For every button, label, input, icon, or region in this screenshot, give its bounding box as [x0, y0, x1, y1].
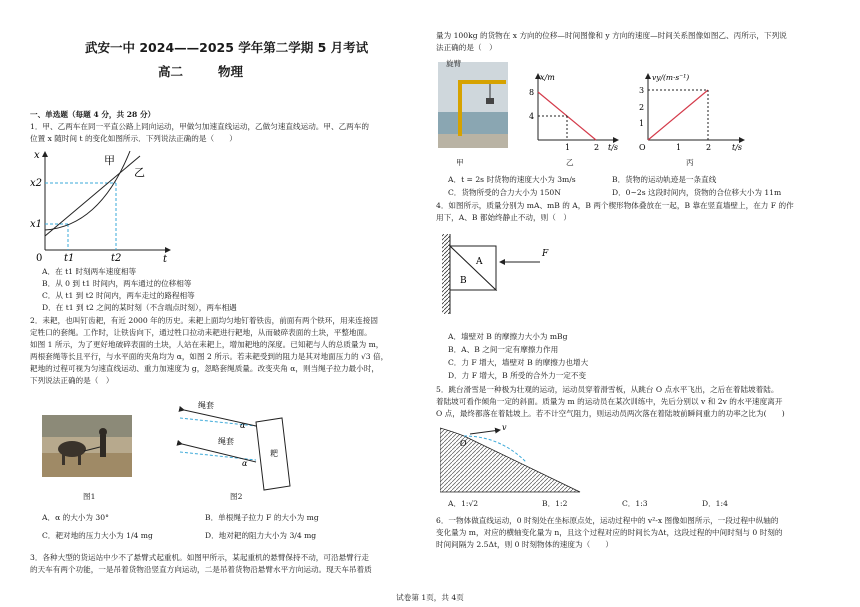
yi-label: 乙	[134, 166, 145, 179]
q5-ski-slope-diagram	[440, 422, 588, 494]
q5-line-3: O 点，最终都落在着陆坡上。若不计空气阻力，则运动员两次落在着陆坡前瞬间重力的功率之比为( )	[436, 409, 785, 418]
q1-option-b: B．从 0 到 t1 时间内，两车通过的位移相等	[42, 279, 192, 288]
q3-option-d: D．0~2s 这段时间内，货物的合位移大小为 11m	[612, 188, 782, 197]
section-heading: 一、单选题（每题 4 分，共 28 分）	[30, 110, 156, 119]
velocity-arrow	[470, 430, 500, 434]
alpha-top: α	[240, 421, 246, 430]
origin-label: 0	[36, 253, 43, 264]
q3-fig-yi: 乙	[566, 158, 574, 167]
bing-tick-1: 1	[639, 119, 645, 128]
t2-label: t2	[111, 253, 122, 264]
t-axis-label: t	[163, 254, 168, 264]
yi-tick-t2: 2	[594, 143, 600, 152]
q2-option-c: C．耙对地的压力大小为 1/4 mg	[42, 531, 153, 540]
bing-tick-t2: 2	[706, 143, 712, 152]
q5-option-d: D．1:4	[702, 499, 728, 508]
q2-option-b: B．单根绳子拉力 F 的大小为 mg	[205, 513, 319, 522]
bing-tick-t1: 1	[676, 143, 682, 152]
q3-crane-photo	[438, 62, 508, 148]
q5-option-a: A．1:√2	[448, 499, 479, 508]
q4-line-1: 4．如图所示，质量分别为 mA、mB 的 A，B 两个楔形物体叠放在一起，B 靠在竖直墙壁上，在力 F 的作	[436, 201, 794, 210]
q3-line-3: 量为 100kg 的货物在 x 方向的位移—时间图像和 y 方向的速度—时间关系图像如图乙、丙所示，下列说	[436, 31, 787, 40]
q5-option-b: B．1:2	[542, 499, 568, 508]
yi-xlabel: t/s	[608, 143, 619, 152]
bing-ylabel: vy/(m·s⁻¹)	[652, 73, 690, 82]
t1-label: t1	[64, 253, 75, 264]
q3-graph-yi	[524, 70, 624, 154]
q4-wedge-diagram	[440, 230, 570, 320]
q3-line-4: 法正确的是（ ）	[436, 43, 497, 52]
q2-line-6: 下列说法正确的是（ ）	[30, 376, 114, 385]
q3-fig-bing: 丙	[686, 158, 694, 167]
q4-option-d: D．力 F 增大，B 所受的合外力一定不变	[448, 371, 587, 380]
label-b: B	[460, 276, 467, 286]
q1-line-1: 1．甲、乙两车在同一平直公路上同向运动，甲做匀加速直线运动，乙做匀速直线运动。甲、乙两车的	[30, 122, 369, 131]
bing-xlabel: t/s	[732, 143, 743, 152]
bing-tick-2: 2	[639, 103, 645, 112]
q6-line-1: 6．一物体做直线运动，0 时刻处在坐标原点处，运动过程中的 v²-x 图像如图所示，一段过程中纵轴的	[436, 516, 779, 525]
q2-option-a: A．α 的大小为 30°	[42, 513, 109, 522]
q4-option-c: C．力 F 增大，墙壁对 B 的摩擦力也增大	[448, 358, 589, 367]
q2-fig1-photo	[42, 415, 132, 477]
q2-line-2: 定牲口的套绳。工作时，让铁齿向下，通过牲口拉动耒耙进行耙地，从而破碎表面的土块，平整地面。	[30, 328, 372, 337]
q4-line-2: 用下，A、B 都始终静止不动，则（ ）	[436, 213, 571, 222]
rope-bottom-label: 绳套	[218, 437, 234, 446]
q3-fig-jia: 甲	[456, 158, 464, 167]
yi-tick-4: 4	[529, 112, 535, 121]
label-v: v	[502, 423, 507, 432]
q3-line-2: 的天车有两个功能，一是吊着货物沿竖直方向运动，二是吊着货物沿悬臂水平方向运动。现天车吊着质	[30, 565, 372, 574]
exam-subject: 物理	[218, 64, 244, 79]
q4-option-a: A．墙壁对 B 的摩擦力大小为 mBg	[448, 332, 568, 341]
yi-tick-t1: 1	[565, 143, 571, 152]
x-axis-label: x	[34, 150, 40, 161]
q6-line-3: 时间间隔为 2.5Δt，则 0 时刻物体的速度为（ ）	[436, 540, 613, 549]
q1-option-d: D．在 t1 到 t2 之间的某时刻（不含端点时刻），两车相遇	[42, 303, 237, 312]
q2-fig2-diagram	[170, 396, 310, 491]
page-footer: 试卷第 1页，共 4页	[396, 593, 464, 602]
yi-ylabel: x/m	[540, 73, 555, 82]
q3-graph-bing	[634, 68, 754, 154]
rope-top-label: 绳套	[198, 401, 214, 410]
slope	[440, 428, 580, 492]
yi-tick-8: 8	[529, 88, 535, 97]
exam-grade: 高二	[158, 64, 184, 79]
exam-title: 武安一中 2024——2025 学年第二学期 5 月考试	[85, 40, 369, 55]
x1-label: x1	[30, 219, 43, 230]
q3-photo-label: 旋臂	[446, 59, 462, 68]
vy-t-line	[648, 90, 708, 140]
label-o: O	[460, 439, 467, 448]
jia-label: 甲	[104, 154, 115, 167]
q5-line-2: 着陆坡可看作倾角一定的斜面。质量为 m 的运动员在某次训练中，先后分别以 v 和 2v 的水平速度离开	[436, 397, 783, 406]
q1-line-2: 位置 x 随时间 t 的变化如图所示．下列说法正确的是（ ）	[30, 134, 237, 143]
q2-line-5: 耙地的过程可视为匀速直线运动、重力加速度为 g，忽略套绳质量。改变夹角 α，则当绳子拉力最小时，	[30, 364, 379, 373]
q1-option-c: C．从 t1 到 t2 时间内，两车走过的路程相等	[42, 291, 195, 300]
q2-line-4: 两根套绳等长且平行，与水平面的夹角均为 α，如图 2 所示。若耒耙受到的阻力是其对地面压力的 √3 倍，	[30, 352, 389, 361]
q2-option-d: D．地对耙的阻力大小为 3/4 mg	[205, 531, 317, 540]
q3-option-c: C．货物所受的合力大小为 150N	[448, 188, 561, 197]
label-f: F	[542, 249, 549, 259]
q5-option-c: C．1:3	[622, 499, 648, 508]
bing-tick-3: 3	[639, 86, 645, 95]
x2-label: x2	[30, 178, 43, 189]
bing-origin: O	[639, 143, 646, 152]
curve-jia	[45, 151, 130, 230]
q1-position-time-graph	[30, 146, 180, 264]
q2-line-3: 如图 1 所示，为了更好地破碎表面的土块，人站在耒耙上，增加耙地的深度。已知耙与人的总质量为 m，	[30, 340, 384, 349]
q3-option-a: A．t = 2s 时货物的速度大小为 3m/s	[448, 175, 576, 184]
q6-line-2: 变化量为 m，对应的横轴变化量为 n，且这个过程对应的时间长为Δt，这段过程的中间时刻与 0 时刻的	[436, 528, 783, 537]
q4-option-b: B．A、B 之间一定有摩擦力作用	[448, 345, 559, 354]
q3-line-1: 3．各种大型的货运站中少不了悬臂式起重机。如图甲所示，某起重机的悬臂保持不动，可沿悬臂行走	[30, 553, 369, 562]
q2-fig1-caption: 图1	[83, 492, 96, 501]
q2-line-1: 2．耒耙，也叫钉齿耙，有近 2000 年的历史。耒耙上面均匀地钉着铁齿，前面有两个铁环，用来连接固	[30, 316, 378, 325]
q3-option-b: B．货物的运动轨迹是一条直线	[612, 175, 717, 184]
rake-label: 耙	[270, 449, 278, 458]
q5-line-1: 5．跳台滑雪是一种极为壮观的运动，运动员穿着滑雪板，从跳台 O 点水平飞出，之后在着陆坡着陆。	[436, 385, 779, 394]
label-a: A	[476, 257, 483, 267]
alpha-bottom: α	[242, 459, 248, 468]
line-yi	[45, 156, 140, 236]
q1-option-a: A．在 t1 时刻两车速度相等	[42, 267, 137, 276]
q2-fig2-caption: 图2	[230, 492, 243, 501]
